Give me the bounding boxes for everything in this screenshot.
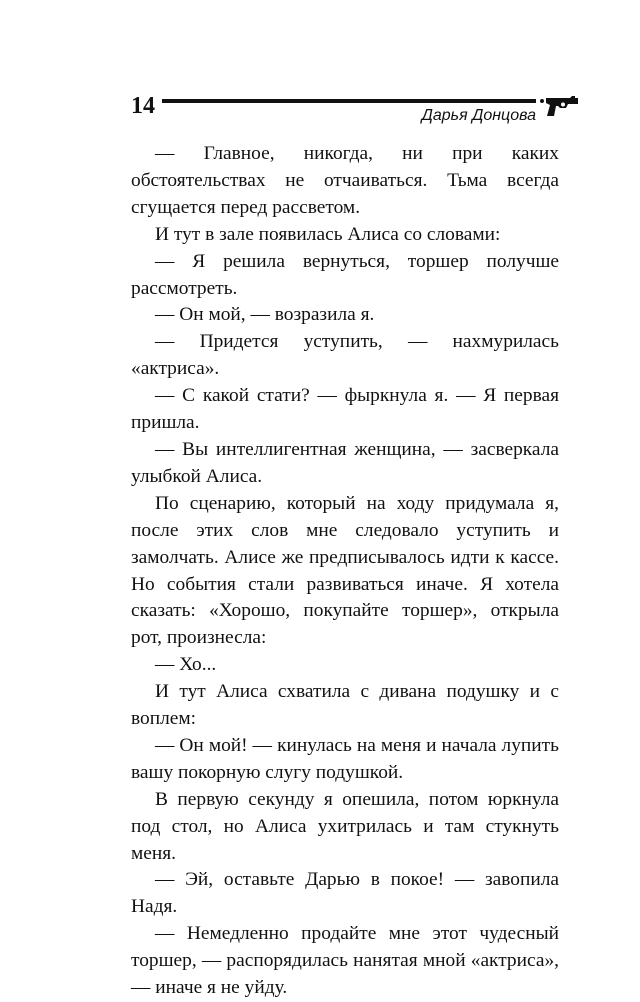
- author-name: Дарья Донцова: [421, 107, 536, 124]
- paragraph: В первую секунду я опешила, потом юркнула под стол, но Алиса ухитрилась и там стукнуть меня.: [131, 788, 559, 864]
- paragraph: И тут Алиса схватила с дивана подушку и с воплем:: [131, 681, 559, 730]
- paragraph: — С какой стати? — фыркнула я. — Я первая пришла.: [131, 385, 559, 434]
- header-rule: [162, 99, 536, 103]
- page-header: [0, 0, 640, 130]
- paragraph: По сценарию, который на ходу придумала я, после этих слов мне следовало уступить и замолчать. Алисе же предписывалось идти к кассе. Но события стали развиваться иначе. Я хотела сказать: «Хорошо, покупайте торшер», открыла рот, произнесла:: [131, 492, 559, 649]
- pistol-icon: [544, 92, 580, 118]
- paragraph: — Немедленно продайте мне этот чудесный торшер, — распорядилась нанятая мной «актриса», — иначе я не уйду.: [131, 923, 559, 999]
- text-body: [131, 141, 559, 1002]
- paragraph: — Он мой, — возразила я.: [155, 304, 375, 326]
- paragraph: И тут в зале появилась Алиса со словами:: [155, 223, 501, 245]
- paragraph: — Придется уступить, — нахмурилась «актриса».: [131, 331, 559, 380]
- paragraph: — Я решила вернуться, торшер получше рассмотреть.: [131, 250, 559, 299]
- paragraph: — Эй, оставьте Дарью в покое! — завопила Надя.: [131, 869, 559, 918]
- paragraph: — Главное, никогда, ни при каких обстоятельствах не отчаиваться. Тьма всегда сгущается перед рассветом.: [131, 143, 559, 218]
- paragraph: — Вы интеллигентная женщина, — засверкала улыбкой Алиса.: [131, 438, 559, 487]
- paragraph: — Он мой! — кинулась на меня и начала лупить вашу покорную слугу подушкой.: [131, 734, 559, 783]
- paragraph: — Хо...: [155, 654, 217, 676]
- page-number: 14: [131, 93, 155, 119]
